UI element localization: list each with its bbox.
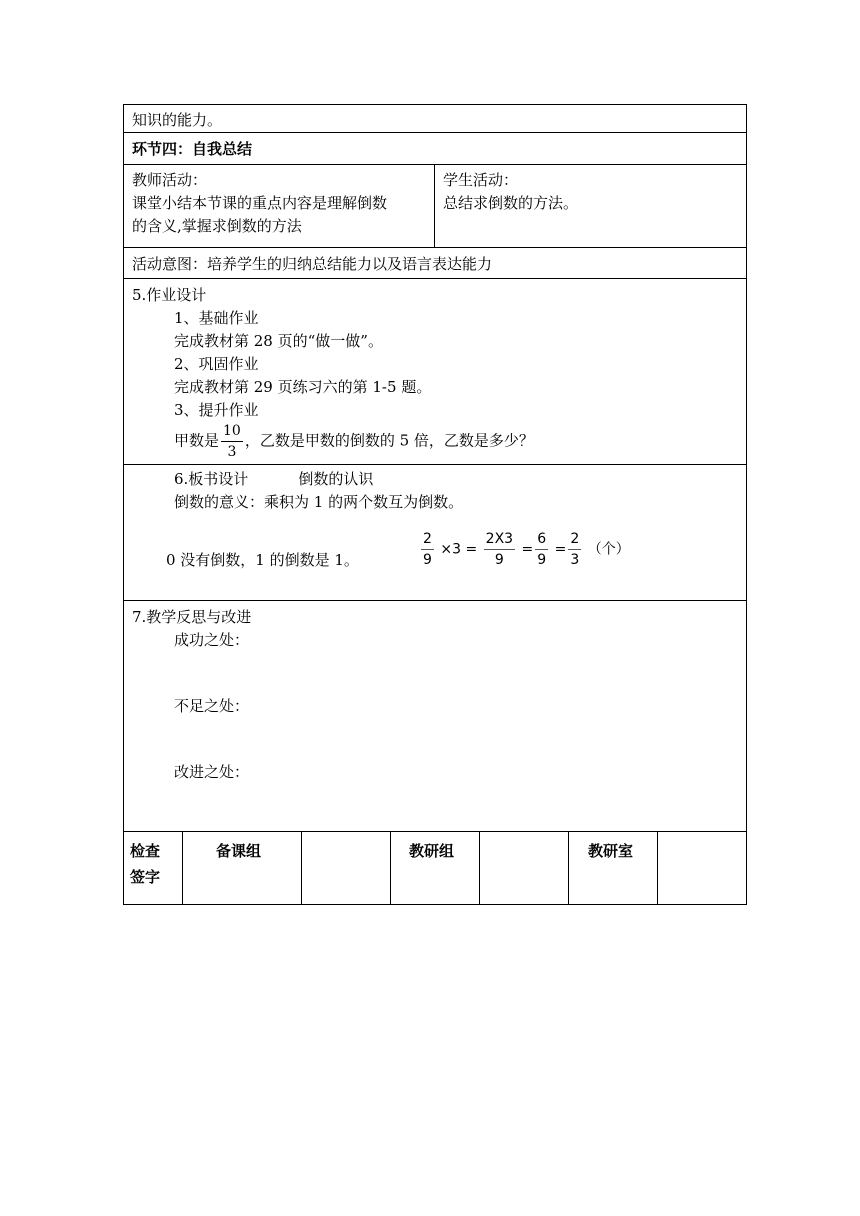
eq-fraction-1-num: 2 bbox=[421, 532, 434, 550]
row-intent bbox=[123, 248, 747, 279]
eq-fraction-3-den: 9 bbox=[537, 552, 547, 568]
board-zero-text: 0 没有倒数，1 的倒数是 1。 bbox=[166, 551, 359, 569]
reflection-improvement: 改进之处： bbox=[174, 763, 250, 781]
board-meaning: 倒数的意义：乘积为 1 的两个数互为倒数。 bbox=[174, 493, 464, 511]
eq-equals-2: = bbox=[554, 541, 567, 558]
homework-title: 5.作业设计 bbox=[132, 286, 207, 304]
eq-fraction-2 bbox=[484, 532, 515, 567]
prep-group-signature-box[interactable] bbox=[302, 832, 391, 904]
homework-item2-title: 2、巩固作业 bbox=[174, 355, 259, 373]
research-group-signature-box[interactable] bbox=[480, 832, 569, 904]
eq-fraction-3 bbox=[535, 532, 548, 567]
student-label: 学生活动： bbox=[443, 171, 519, 189]
homework-item3-title: 3、提升作业 bbox=[174, 401, 259, 419]
fraction-ten-thirds bbox=[221, 424, 243, 459]
knowledge-text: 知识的能力。 bbox=[132, 111, 223, 129]
teacher-text-line2: 的含义,掌握求倒数的方法 bbox=[132, 217, 302, 235]
eq-unit: （个） bbox=[587, 541, 630, 558]
eq-fraction-4-num: 2 bbox=[568, 532, 581, 550]
question-suffix: ，乙数是甲数的倒数的 5 倍，乙数是多少？ bbox=[244, 431, 534, 450]
homework-item2-text: 完成教材第 29 页练习六的第 1-5 题。 bbox=[174, 378, 432, 396]
fraction-numerator: 10 bbox=[221, 424, 243, 442]
eq-fraction-2-den: 9 bbox=[494, 552, 504, 568]
reflection-section bbox=[123, 601, 747, 832]
eq-equals-1: = bbox=[521, 541, 534, 558]
eq-fraction-4 bbox=[568, 532, 581, 567]
fraction-denominator: 3 bbox=[227, 444, 237, 460]
row-activities bbox=[123, 165, 747, 248]
stage-heading: 环节四：自我总结 bbox=[132, 140, 253, 158]
teacher-text-line1: 课堂小结本节课的重点内容是理解倒数 bbox=[132, 194, 388, 212]
research-office-signature-box[interactable] bbox=[658, 832, 746, 904]
eq-fraction-2-num: 2X3 bbox=[484, 532, 515, 550]
signature-label-line2: 签字 bbox=[130, 868, 161, 886]
research-office-cell: 教研室 bbox=[569, 832, 658, 904]
teacher-activity-cell bbox=[124, 165, 435, 247]
signature-row bbox=[123, 832, 747, 905]
board-title: 6.板书设计 bbox=[174, 470, 249, 488]
eq-fraction-1 bbox=[421, 532, 434, 567]
board-section bbox=[123, 465, 747, 601]
row-stage-four bbox=[123, 133, 747, 165]
board-heading bbox=[132, 468, 746, 491]
eq-times: ×3 = bbox=[440, 541, 478, 558]
board-subtitle: 倒数的认识 bbox=[298, 470, 374, 488]
prep-group-cell: 备课组 bbox=[183, 832, 302, 904]
signature-label-line1: 检查 bbox=[130, 842, 161, 860]
homework-item1-text: 完成教材第 28 页的“做一做”。 bbox=[174, 332, 383, 350]
intent-text: 活动意图：培养学生的归纳总结能力以及语言表达能力 bbox=[132, 255, 493, 273]
student-text: 总结求倒数的方法。 bbox=[443, 194, 579, 212]
question-prefix: 甲数是 bbox=[174, 431, 220, 450]
reflection-success: 成功之处： bbox=[174, 631, 250, 649]
lesson-plan-table bbox=[123, 104, 747, 905]
student-activity-cell bbox=[435, 165, 746, 247]
homework-item1-title: 1、基础作业 bbox=[174, 309, 259, 327]
teacher-label: 教师活动： bbox=[132, 171, 208, 189]
eq-fraction-1-den: 9 bbox=[423, 552, 432, 568]
research-group-cell: 教研组 bbox=[391, 832, 480, 904]
board-equation bbox=[419, 532, 630, 567]
reflection-shortcoming: 不足之处： bbox=[174, 697, 250, 715]
homework-item3-question bbox=[132, 424, 746, 459]
eq-fraction-3-num: 6 bbox=[535, 532, 548, 550]
eq-fraction-4-den: 3 bbox=[570, 552, 580, 568]
reflection-title: 7.教学反思与改进 bbox=[132, 608, 252, 626]
row-knowledge bbox=[123, 104, 747, 133]
homework-section bbox=[123, 279, 747, 465]
signature-label-cell bbox=[124, 832, 183, 904]
